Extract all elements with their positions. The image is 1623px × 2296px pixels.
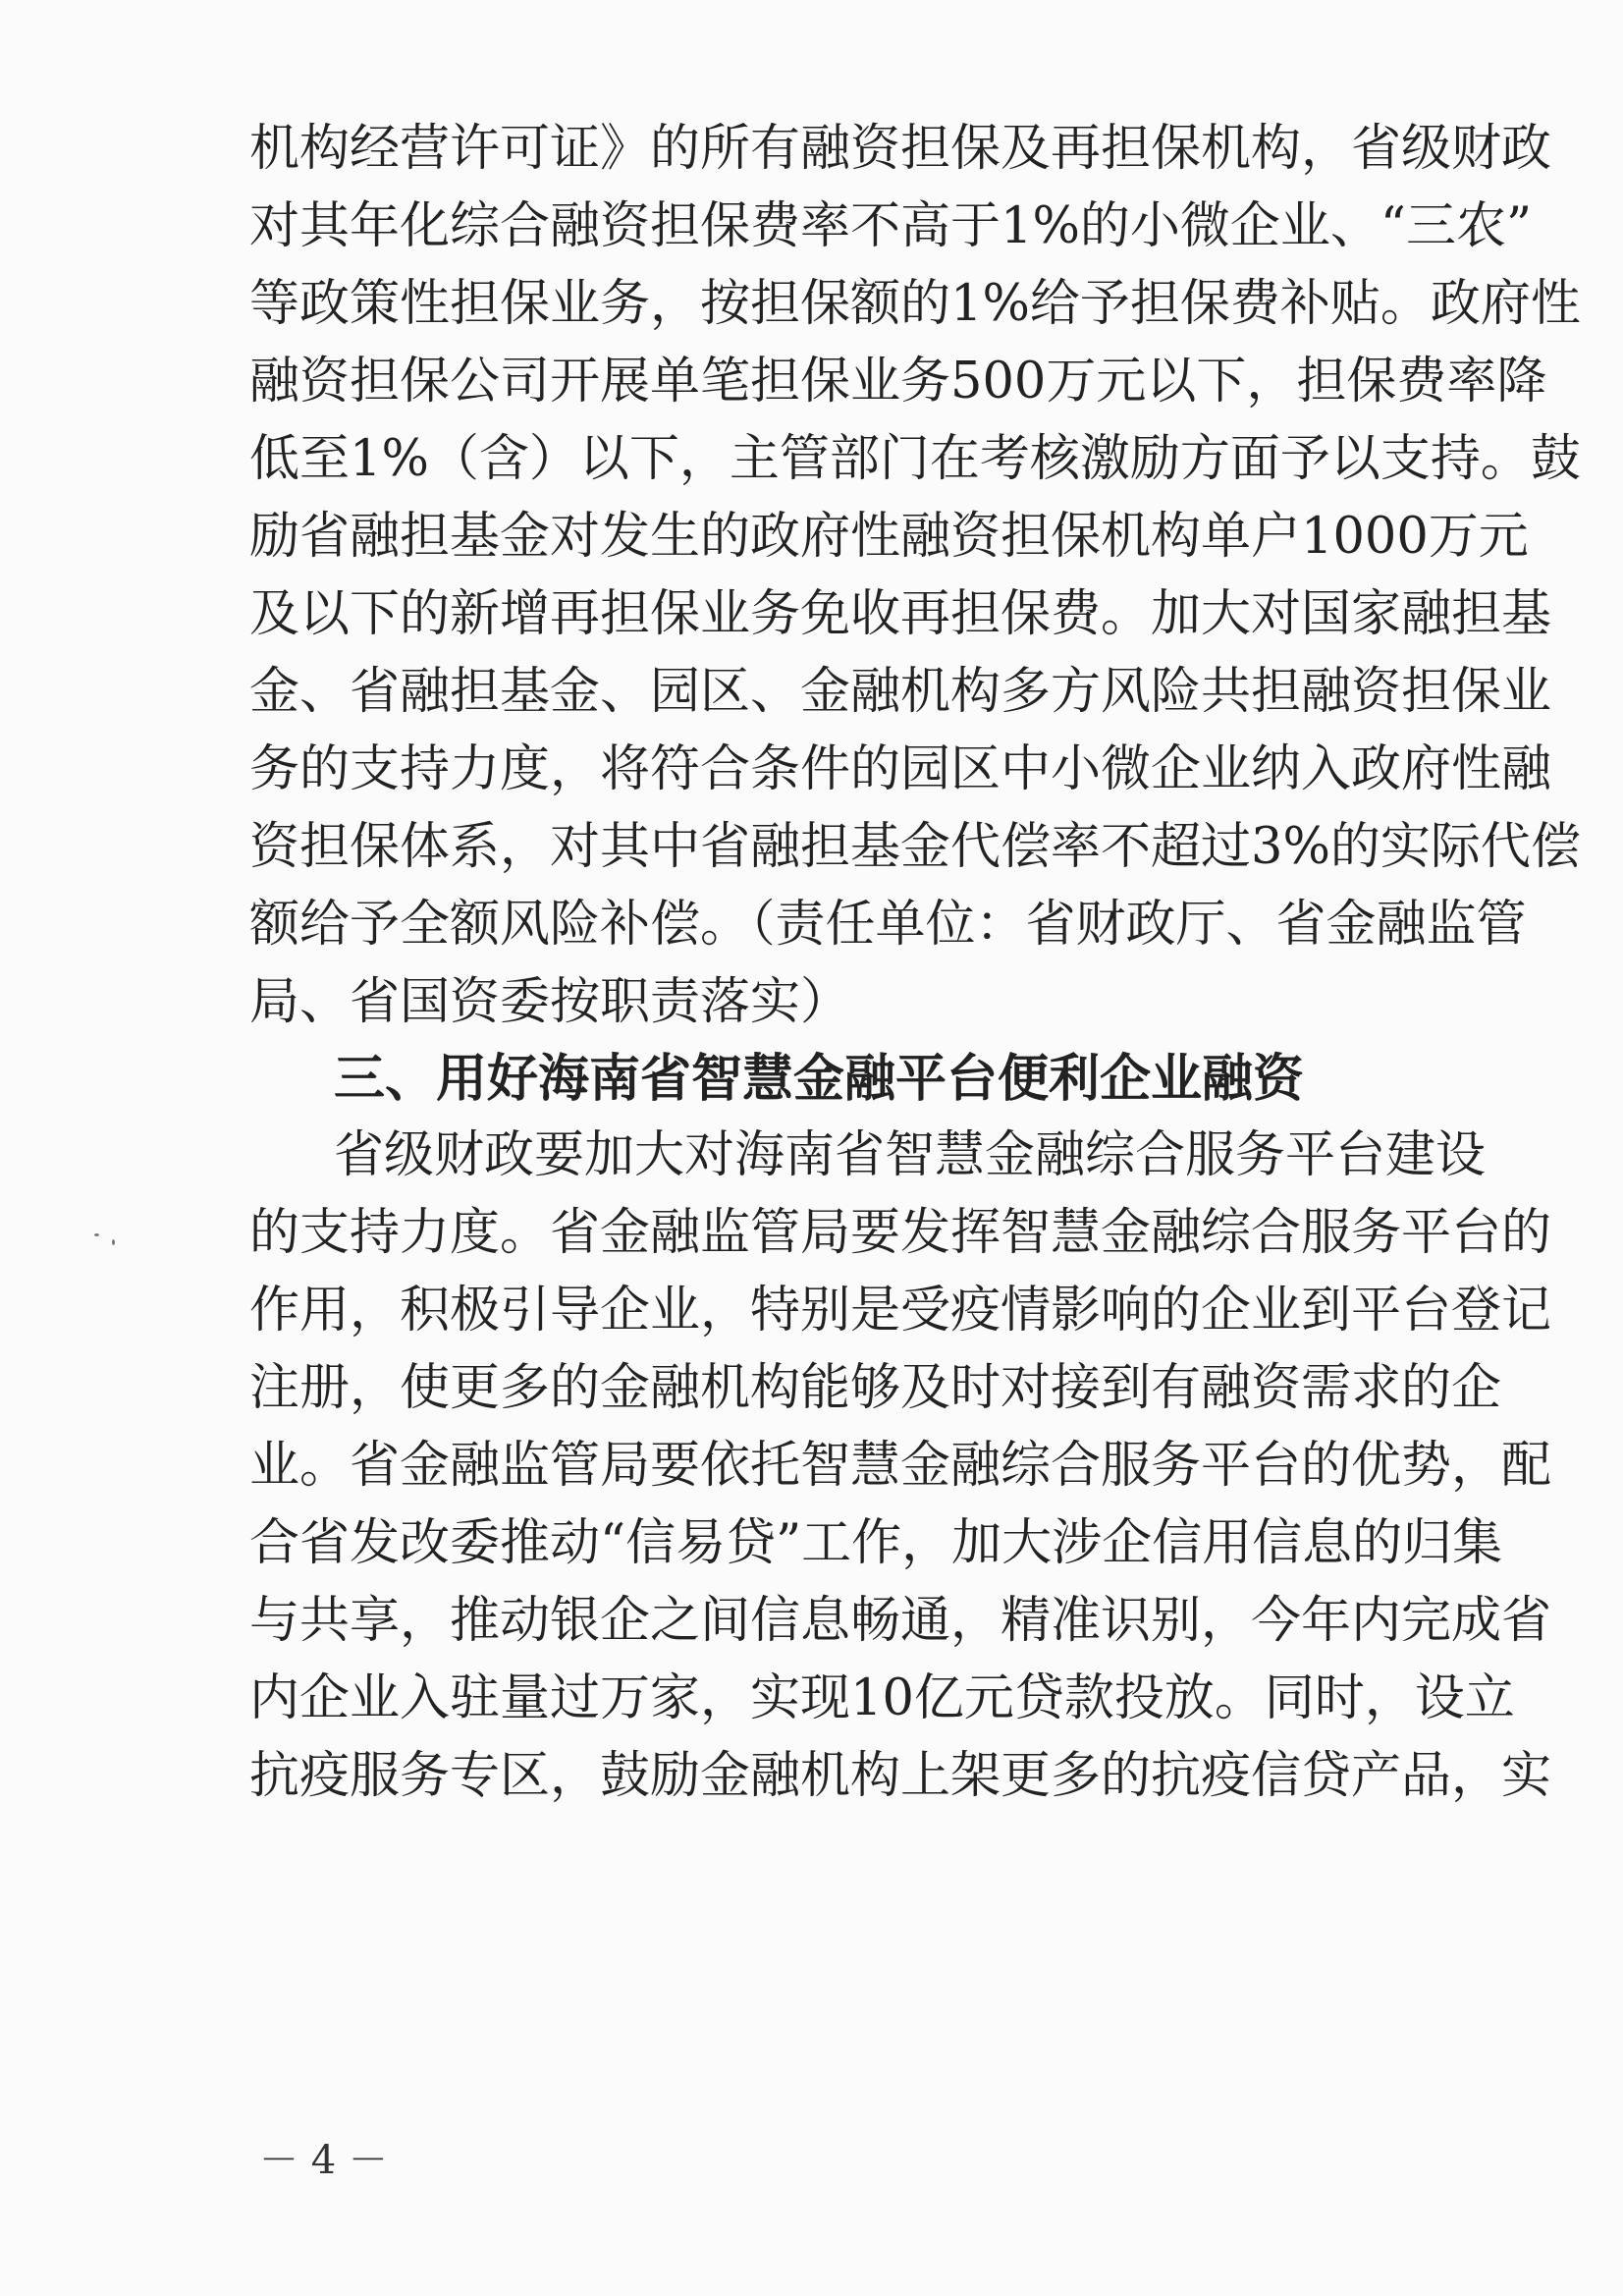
body-line: 金、省融担基金、园区、金融机构多方风险共担融资担保业 [249,663,1552,721]
body-line: 的支持力度。省金融监管局要发挥智慧金融综合服务平台的 [249,1204,1552,1262]
body-line: 额给予全额风险补偿。（责任单位：省财政厅、省金融监管 [249,896,1527,954]
body-line: 省级财政要加大对海南省智慧金融综合服务平台建设 [334,1126,1487,1184]
body-line: 注册，使更多的金融机构能够及时对接到有融资需求的企 [249,1359,1502,1417]
body-line: 低至1%（含）以下，主管部门在考核激励方面予以支持。鼓 [249,430,1581,488]
body-line: 局、省国资委按职责落实） [249,973,851,1031]
body-line: 作用，积极引导企业，特别是受疫情影响的企业到平台登记 [249,1282,1552,1339]
body-line: 内企业入驻量过万家，实现10亿元贷款投放。同时，设立 [249,1669,1515,1727]
body-line: 励省融担基金对发生的政府性融资担保机构单户1000万元 [249,508,1529,566]
body-line: 等政策性担保业务，按担保额的1%给予担保费补贴。政府性 [249,275,1581,333]
body-line: 合省发改委推动“信易贷”工作，加大涉企信用信息的归集 [249,1514,1503,1572]
body-line: 融资担保公司开展单笔担保业务500万元以下，担保费率降 [249,353,1547,410]
scan-speck [112,1239,115,1245]
body-line: 机构经营许可证》的所有融资担保及再担保机构，省级财政 [249,120,1552,178]
body-line: 资担保体系，对其中省融担基金代偿率不超过3%的实际代偿 [249,818,1581,876]
body-line: 与共享，推动银企之间信息畅通，精准识别，今年内完成省 [249,1592,1552,1650]
page-number: － 4 － [259,2138,388,2183]
scan-speck [94,1233,99,1236]
body-line: 抗疫服务专区，鼓励金融机构上架更多的抗疫信贷产品，实 [249,1747,1552,1805]
body-line: 及以下的新增再担保业务免收再担保费。加大对国家融担基 [249,585,1552,643]
body-line: 务的支持力度，将符合条件的园区中小微企业纳入政府性融 [249,740,1552,798]
section-heading: 三、用好海南省智慧金融平台便利企业融资 [334,1050,1305,1109]
body-line: 对其年化综合融资担保费率不高于1%的小微企业、“三农” [249,197,1533,255]
body-line: 业。省金融监管局要依托智慧金融综合服务平台的优势，配 [249,1437,1552,1495]
